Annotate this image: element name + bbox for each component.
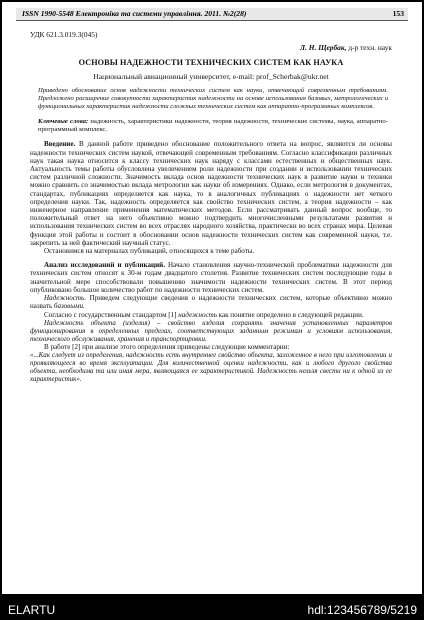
analysis-heading: Анализ исследований и публикаций.	[44, 261, 165, 270]
journal-header	[16, 8, 408, 21]
intro-text: В данной работе приведено обоснование положительного ответа на вопрос, являются ли основы надежности технических систем наукой, отвечающей современным требованиям. Согласно классификации различных наук такая наука относится к классу технических наук наряду с классами естественных и общественных наук. Актуальность темы работы обусловлена увеличением роли надежности при создании и использовании технических систем различной сложности. Значимость вклада основ надежности технических наук в развитие науки и техники можно сравнить со значимостью вклада метрологии как науки об измерениях. Однако, если метрология в документах, стандартах, публикациях определяется как наука, то в аналогичных публикациях о надежности нет четкого определения науки. Так, надежность определяется как свойство технических систем, а теория надежности – как инженерное направление применения математических методов. Если рассматривать данный вопрос вообще, то положительный ответ на него объективно можно подтвердить многочисленными результатами развития и использования технических систем во всех отраслях народного хозяйства, практически во всех странах мира. Целевая функция этой работы и состоит в обосновании основ надежности технических систем как современной науки, т.е. закрепить за ней фактический научный статус.	[30, 140, 392, 247]
reliability-text-italic: базовыми.	[53, 302, 85, 311]
reliability-heading: Надежность.	[44, 294, 86, 303]
definition-paragraph: Надежность объекта (изделия) – свойство изделия сохранять значения установленных параметров функционирования в определенных пределах, соответствующих заданным режимам и условиям использования, технического обслуживания, хранения и транспортировки.	[30, 318, 392, 343]
analysis-paragraph	[30, 261, 392, 294]
abstract: Приведено обоснование основ надежности технических систем как науки, отвечающей современным требованиям. Предложено расширение совокупности характеристик надежности на основе использования базовых, метрологических и функциональных характеристик надежности сложных технических систем как аппаратно-программных комплексов.	[38, 87, 388, 111]
standard-term: надежность	[178, 310, 217, 319]
repository-name: ELARTU	[8, 603, 56, 617]
work2-paragraph: В работе [2] при анализе этого определения приведены следующие комментарии:	[44, 342, 290, 351]
work2-quote: «...Как следует из определения, надежность есть внутреннее свойство объекта, заложенное в него при изготовлении и проявляющееся во время эксплуатации. Для количественной оценки надежности, как и любого другого свойства объекта, необходима та или иная мера, являющаяся ее характеристикой. Надежность нельзя свести ни к одной из ее характеристик».	[30, 351, 392, 384]
intro-heading: Введение.	[44, 140, 76, 149]
standard-paragraph	[30, 311, 392, 319]
article-body	[30, 30, 392, 384]
udk-code: УДК 621.3.019.3(045)	[30, 30, 98, 39]
page-number: 153	[392, 9, 404, 18]
footer-bar	[0, 601, 424, 620]
repository-handle: hdl:123456789/5219	[307, 603, 417, 617]
affiliation: Национальный авиационный университет, e-mail: prof_Scherbak@ukr.net	[93, 72, 329, 81]
intro-paragraph-2: Остановимся на материалах публикаций, относящихся к теме работы.	[44, 247, 255, 256]
reliability-paragraph	[30, 294, 392, 310]
standard-text: Согласно с государственным стандартом [1]	[44, 310, 179, 319]
keywords-label: Ключевые слова:	[38, 118, 89, 126]
standard-text-end: как понятие определено в следующей редакции.	[216, 310, 364, 319]
reliability-text: Приведем следующие сведения о надежности технических систем, которые объективно можно назвать	[30, 294, 392, 311]
keywords-list: надежность, характеристики надежности, теория надежности, технические системы, наука, аппаратно-программный комплекс.	[38, 118, 389, 134]
document-page	[2, 2, 422, 594]
journal-title: ISSN 1990-5548 Електроніка та системи управління. 2011. №2(28)	[22, 9, 247, 18]
intro-paragraph	[30, 140, 392, 247]
author-line	[30, 43, 392, 52]
article-title: ОСНОВЫ НАДЕЖНОСТИ ТЕХНИЧЕСКИХ СИСТЕМ КАК НАУКА	[78, 58, 344, 67]
author-name: Л. Н. Щербак,	[299, 43, 347, 52]
author-rank: д-р техн. наук	[346, 43, 392, 52]
analysis-text: Начало становления научно-технической проблематики надежности для технических систем относят к 30-м годам двадцатого столетия. Развитие технических систем последующие годы в значительной мере способствовали повышению значимости надежности технических систем. В этот период опубликовано большое количество работ по надежности технических систем.	[30, 261, 392, 294]
keywords	[38, 118, 388, 134]
